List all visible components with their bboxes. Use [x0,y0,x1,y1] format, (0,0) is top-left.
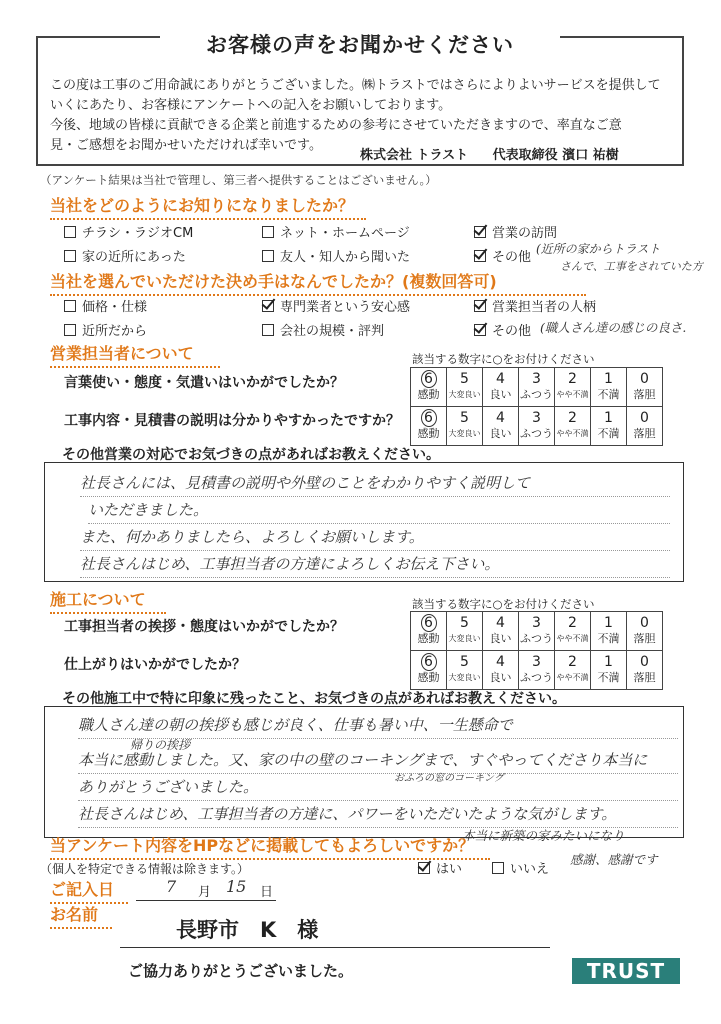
option-label: その他 [492,324,532,339]
option-label: 友人・知人から聞いた [280,250,411,265]
hp-side-note-2: 感謝、感謝です [570,852,658,867]
rating-label: 大変良い [448,673,481,682]
sales-rating-table [410,367,663,446]
comment-insert-2: おふろの窓のコーキング [394,773,504,784]
checkbox-checked[interactable] [474,250,486,262]
rating-row [411,407,663,446]
construction-heading: 施工について [50,588,166,614]
rating-label: 感動 [417,671,440,684]
rating-number: 1 [604,615,613,631]
option-label: 価格・仕様 [82,300,148,315]
q1-option-friend[interactable] [262,246,410,265]
rating-cell-1[interactable] [591,407,627,446]
option-label: チラシ・ラジオCM [82,226,194,241]
rating-label: 良い [489,632,512,645]
comment-line: 社長さんはじめ、工事担当者の方達によろしくお伝え下さい。 [80,551,670,578]
rating-number: 5 [460,410,469,426]
rating-label: ふつう [520,671,553,684]
rating-label: やや不満 [556,429,589,438]
rating-label: やや不満 [556,390,589,399]
rating-cell-3[interactable] [519,368,555,407]
rating-cell-4[interactable] [483,407,519,446]
rating-label: ふつう [520,388,553,401]
comment-line: 社長さんはじめ、工事担当者の方達に、パワーをいただいたような気がします。 [78,801,678,828]
name-underline [120,947,550,948]
sales-question-2: 工事内容・見積書の説明は分かりやすかったですか？ [64,413,400,429]
rating-label: 大変良い [448,634,481,643]
rating-selected: 6 [421,409,437,427]
hp-heading: 当アンケート内容をHPなどに掲載してもよろしいですか？ [50,834,490,860]
thanks-text: ご協力ありがとうございました。 [128,962,354,980]
rating-number: 0 [640,371,649,387]
rating-cell-6[interactable] [411,651,447,690]
rating-label: 感動 [417,632,440,645]
rating-number: 2 [568,371,577,387]
rating-label: ふつう [520,427,553,440]
q2-option-other[interactable] [474,320,531,339]
checkbox[interactable] [262,324,274,336]
rating-cell-5[interactable] [447,651,483,690]
rating-cell-4[interactable] [483,612,519,651]
rating-label: 良い [489,427,512,440]
q1-other-answer-2: さんで、工事をされていた方 [560,260,703,273]
rating-cell-6[interactable] [411,407,447,446]
rating-selected: 6 [421,370,437,388]
rating-number: 0 [640,615,649,631]
rating-label: 不満 [597,427,620,440]
rating-label: 落胆 [633,388,656,401]
company-name: 株式会社 トラスト [360,148,469,163]
rating-label: 良い [489,388,512,401]
rating-row [411,368,663,407]
rating-cell-5[interactable] [447,612,483,651]
checkbox[interactable] [64,250,76,262]
checkbox[interactable] [262,226,274,238]
rating-number: 3 [532,371,541,387]
rating-cell-0[interactable] [627,368,663,407]
rating-number: 5 [460,654,469,670]
rating-number: 5 [460,371,469,387]
rating-number: 1 [604,371,613,387]
option-label: はい [436,862,463,877]
date-label: ご記入日 [50,878,128,904]
rating-number: 2 [568,654,577,670]
sales-question-1: 言葉使い・態度・気遣いはいかがでしたか？ [64,375,344,391]
rating-cell-4[interactable] [483,368,519,407]
checkbox[interactable] [64,300,76,312]
hp-yes-option[interactable] [418,858,462,877]
day-unit: 日 [260,885,274,900]
q1-option-nearby[interactable] [64,246,186,265]
q2-option-personality[interactable] [474,296,596,315]
rating-label: やや不満 [556,673,589,682]
construction-question-2: 仕上がりはいかがでしたか？ [64,657,246,673]
checkbox-checked[interactable] [474,324,486,336]
rating-number: 4 [496,371,505,387]
q1-option-web[interactable] [262,222,410,241]
rating-cell-3[interactable] [519,612,555,651]
comment-line: また、何かありましたら、よろしくお願いします。 [80,524,670,551]
rating-cell-2[interactable] [555,368,591,407]
option-label: その他 [492,250,532,265]
rating-cell-0[interactable] [627,407,663,446]
option-label: 近所だから [82,324,148,339]
checkbox-checked[interactable] [418,862,430,874]
rating-number: 3 [532,654,541,670]
rating-cell-0[interactable] [627,612,663,651]
rating-label: 感動 [417,388,440,401]
rating-number: 0 [640,654,649,670]
rating-number: 2 [568,410,577,426]
construction-comment-text [78,712,678,828]
q2-option-specialist[interactable] [262,296,410,315]
rating-cell-6[interactable] [411,368,447,407]
q2-heading: 当社を選んでいただけた決め手はなんでしたか？(複数回答可) [50,270,586,296]
option-label: 営業の訪問 [492,226,558,241]
comment-line: いただきました。 [88,497,670,524]
rating-cell-5[interactable] [447,407,483,446]
sales-comment-text [80,470,670,578]
checkbox-checked[interactable] [262,300,274,312]
privacy-note: （アンケート結果は当社で管理し、第三者へ提供することはございません。） [40,173,437,187]
rating-cell-2[interactable] [555,407,591,446]
rating-row [411,651,663,690]
checkbox[interactable] [262,250,274,262]
option-label: 家の近所にあった [82,250,186,265]
rating-cell-4[interactable] [483,651,519,690]
scale-caption: 該当する数字に○をお付けください [412,597,595,611]
rating-label: やや不満 [556,634,589,643]
sales-comment-heading: その他営業の対応でお気づきの点があればお教えください。 [62,447,440,463]
rating-label: 大変良い [448,429,481,438]
hp-no-option[interactable] [492,858,549,877]
scale-caption: 該当する数字に○をお付けください [412,352,595,366]
option-label: 専門業者という安心感 [280,300,411,315]
construction-question-1: 工事担当者の挨拶・態度はいかがでしたか？ [64,619,344,635]
rating-cell-5[interactable] [447,368,483,407]
sales-heading: 営業担当者について [50,342,220,368]
rating-cell-3[interactable] [519,651,555,690]
q1-other-answer-1: (近所の家からトラスト [536,242,661,256]
rating-number: 5 [460,615,469,631]
rating-label: ふつう [520,632,553,645]
date-month: 7 [166,877,177,896]
rating-cell-6[interactable] [411,612,447,651]
rating-label: 良い [489,671,512,684]
trust-logo: TRUST [572,958,680,984]
rating-selected: 6 [421,614,437,632]
representative: 代表取締役 濱口 祐樹 [492,148,619,163]
comment-line: 職人さん達の朝の挨拶も感じが良く、仕事も暑い中、一生懸命で [78,712,678,739]
rating-label: 大変良い [448,390,481,399]
page-title: お客様の声をお聞かせください [160,28,560,62]
rating-number: 2 [568,615,577,631]
rating-number: 3 [532,615,541,631]
rating-label: 落胆 [633,632,656,645]
checkbox-checked[interactable] [474,226,486,238]
comment-insert-1: 帰りの挨拶 [130,738,191,752]
checkbox[interactable] [492,862,504,874]
hp-side-note-1: 本当に新築の家みたいになり [462,828,625,843]
rating-number: 4 [496,615,505,631]
hp-note: （個人を特定できる情報は除きます。） [40,862,250,876]
q2-option-nearby[interactable] [64,320,147,339]
construction-comment-heading: その他施工中で特に印象に残ったこと、お気づきの点があればお教えください。 [62,691,566,707]
rating-row [411,612,663,651]
month-unit: 月 [198,885,212,900]
name-label: お名前 [50,903,112,929]
rating-selected: 6 [421,653,437,671]
q2-option-price[interactable] [64,296,147,315]
rating-cell-2[interactable] [555,651,591,690]
comment-line: 本当に感動しました。又、家の中の壁のコーキングまで、すぐやってくださり本当に [78,747,678,774]
comment-line: ありがとうございました。 [78,774,678,801]
intro-line: いくにあたり、お客様にアンケートへの記入をお願いしております。 [50,98,452,113]
rating-cell-1[interactable] [591,368,627,407]
date-day: 15 [226,877,247,896]
option-label: ネット・ホームページ [280,226,410,241]
q1-heading: 当社をどのようにお知りになりましたか？ [50,194,366,220]
q1-option-flyer[interactable] [64,222,193,241]
date-field[interactable] [136,877,276,901]
rating-label: 落胆 [633,671,656,684]
rating-number: 3 [532,410,541,426]
construction-rating-table [410,611,663,690]
checkbox[interactable] [64,226,76,238]
signature [360,144,619,163]
checkbox[interactable] [64,324,76,336]
comment-line: 社長さんには、見積書の説明や外壁のことをわかりやすく説明して [80,470,670,497]
rating-number: 4 [496,654,505,670]
rating-number: 0 [640,410,649,426]
rating-cell-1[interactable] [591,651,627,690]
rating-label: 不満 [597,671,620,684]
q1-option-other[interactable] [474,246,531,265]
option-label: 会社の規模・評判 [280,324,385,339]
q2-option-reputation[interactable] [262,320,384,339]
rating-number: 1 [604,654,613,670]
checkbox-checked[interactable] [474,300,486,312]
rating-label: 感動 [417,427,440,440]
rating-label: 不満 [597,388,620,401]
rating-cell-0[interactable] [627,651,663,690]
rating-cell-1[interactable] [591,612,627,651]
q2-other-answer: (職人さん達の感じの良さ. [540,320,687,335]
rating-number: 4 [496,410,505,426]
customer-name: 長野市 K 様 [176,918,319,942]
option-label: いいえ [510,862,550,877]
intro-line: この度は工事のご用命誠にありがとうございました。㈱トラストではさらによりよいサービスを提供して [50,78,661,93]
rating-cell-3[interactable] [519,407,555,446]
rating-number: 1 [604,410,613,426]
option-label: 営業担当者の人柄 [492,300,597,315]
rating-cell-2[interactable] [555,612,591,651]
rating-label: 落胆 [633,427,656,440]
intro-line: 今後、地域の皆様に貢献できる企業と前進するための参考にさせていただきますので、率直なご意 [50,118,622,133]
rating-label: 不満 [597,632,620,645]
intro-line: 見・ご感想をお聞かせいただければ幸いです。 [50,138,322,153]
q1-option-visit[interactable] [474,222,557,241]
